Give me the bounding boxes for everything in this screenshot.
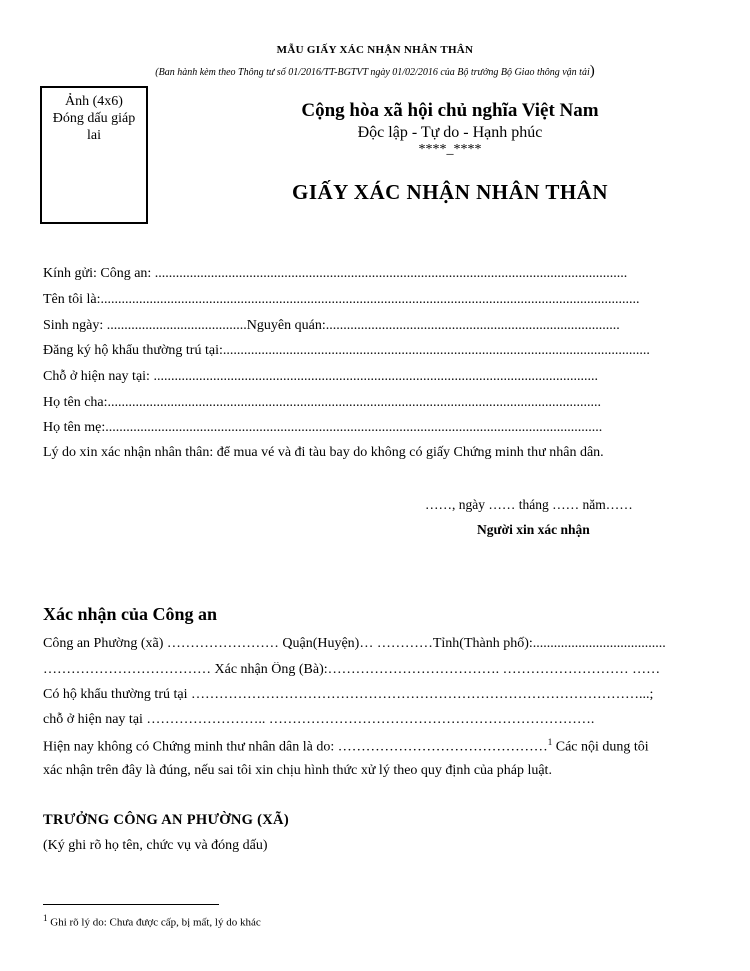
footnote-marker: 1 bbox=[43, 913, 48, 923]
field-ho-ten-me: Họ tên mẹ:.............................................................................................................................................. bbox=[43, 420, 603, 435]
field-cho-o: Chỗ ở hiện nay tại: ............................................................................................................................... bbox=[43, 369, 598, 384]
police-section-heading: Xác nhận của Công an bbox=[43, 604, 218, 624]
signer-label: Người xin xác nhận bbox=[477, 522, 590, 537]
field-dang-ky-ho-khau: Đăng ký hộ khẩu thường trú tại:.......................................................................................................................... bbox=[43, 343, 650, 358]
police-line-4: chỗ ở hiện nay tại …………………….. ……………………………………………………………. bbox=[43, 712, 595, 727]
field-ten-toi: Tên tôi là:.......................................................................................................................................................... bbox=[43, 292, 640, 307]
issued-under-note: (Ban hành kèm theo Thông tư số 01/2016/TT-BGTVT ngày 01/02/2016 của Bộ trưởng Bộ Giao thông vận tải) bbox=[155, 63, 595, 79]
police-line-6: xác nhận trên đây là đúng, nếu sai tôi xin chịu hình thức xử lý theo quy định của pháp luật. bbox=[43, 763, 552, 778]
photo-box-line3: lai bbox=[87, 128, 101, 143]
field-ho-ten-cha: Họ tên cha:............................................................................................................................................. bbox=[43, 395, 602, 410]
field-kinh-gui: Kính gửi: Công an: ....................................................................................................................................... bbox=[43, 266, 628, 281]
motto-divider: ****_**** bbox=[418, 142, 482, 157]
field-ly-do: Lý do xin xác nhận nhân thân: để mua vé và đi tàu bay do không có giấy Chứng minh thư nhân dân. bbox=[43, 445, 604, 460]
signature-date: ……, ngày …… tháng …… năm…… bbox=[425, 497, 633, 512]
chief-instruction: (Ký ghi rõ họ tên, chức vụ và đóng dấu) bbox=[43, 838, 268, 853]
photo-box-line1: Ảnh (4x6) bbox=[65, 94, 123, 109]
police-line-1: Công an Phường (xã) …………………… Quận(Huyện)… …………Tỉnh(Thành phố):...................................... bbox=[43, 636, 666, 651]
form-title: MẪU GIẤY XÁC NHẬN NHÂN THÂN bbox=[276, 44, 474, 56]
footnote: $^1$ Ghi rõ lý do: Chưa được cấp, bị mất, lý do khác bbox=[43, 913, 261, 929]
document-title: GIẤY XÁC NHẬN NHÂN THÂN bbox=[291, 180, 608, 204]
footnote-rule bbox=[43, 904, 219, 905]
police-line-5: Hiện nay không có Chứng minh thư nhân dân là do: ………………………………………$^1$ Các nội dung tôi bbox=[43, 737, 649, 755]
chief-title: TRƯỞNG CÔNG AN PHƯỜNG (XÃ) bbox=[43, 812, 289, 828]
police-line-2: ……………………………… Xác nhận Ông (Bà):………………………………. ……………………… …… bbox=[43, 662, 661, 677]
photo-box-line2: Đóng dấu giáp bbox=[52, 111, 136, 126]
police-line-3: Có hộ khẩu thường trú tại ……………………………………………………………………………………...; bbox=[43, 687, 654, 702]
footnote-ref: 1 bbox=[547, 737, 553, 747]
republic-heading: Cộng hòa xã hội chủ nghĩa Việt Nam bbox=[301, 100, 599, 121]
photo-box bbox=[40, 86, 148, 224]
field-sinh-ngay: Sinh ngày: ........................................Nguyên quán:.................................................................................... bbox=[43, 318, 620, 333]
national-motto: Độc lập - Tự do - Hạnh phúc bbox=[357, 124, 543, 141]
